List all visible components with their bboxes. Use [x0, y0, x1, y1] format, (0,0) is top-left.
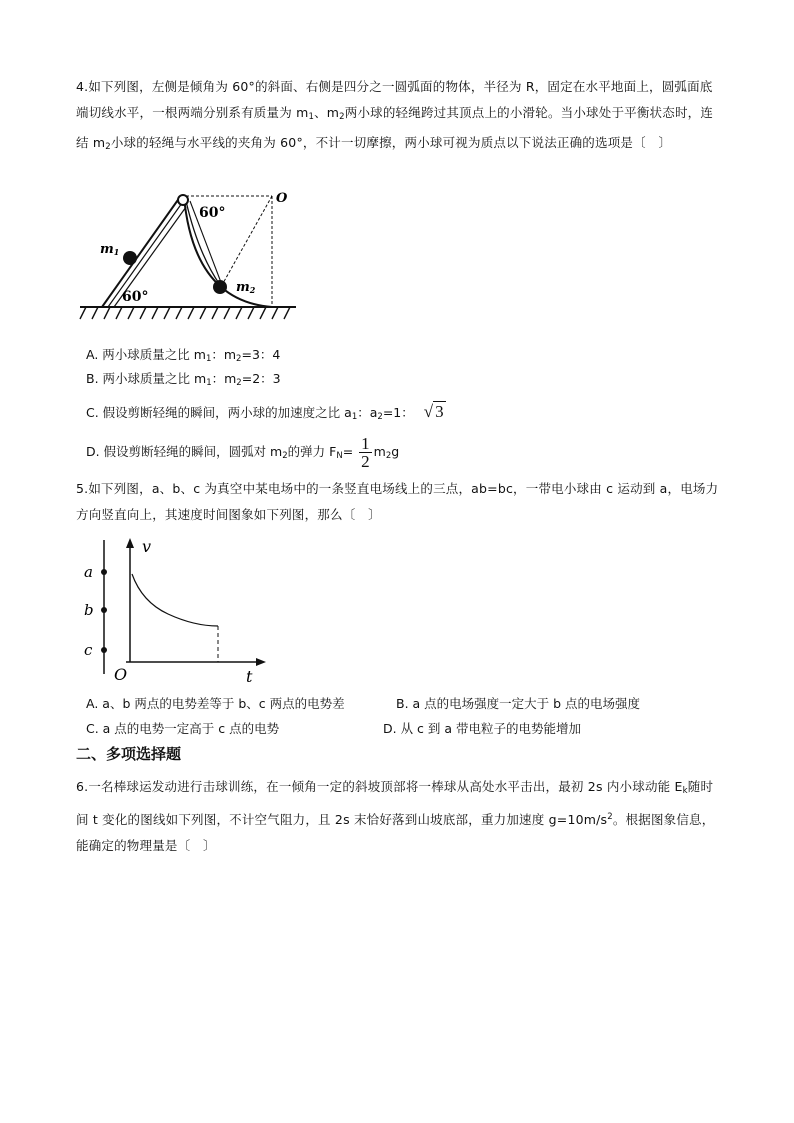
question-4-figure	[76, 183, 306, 325]
label-a: a	[84, 563, 93, 581]
label-b: b	[84, 601, 94, 619]
velocity-curve	[132, 574, 218, 626]
sqrt-symbol: √ 3	[423, 402, 444, 421]
question-6-text: 6.一名棒球运发动进行击球训练，在一倾角一定的斜坡顶部将一棒球从高处水平击出，最初 2s 内小球动能 $E_k$随时间 t 变化的图线如下列图，不计空气阻力，且 2s 末恰好落到山坡底部，重力加速度 $g=10m/s^2$。根据图象信息，能确定的物理量是〔 〕	[76, 779, 715, 853]
label-m1: m1	[100, 242, 120, 257]
label-o: O	[276, 191, 288, 206]
q5-option-d: D. 从 c 到 a 带电粒子的电势能增加	[383, 721, 581, 736]
q4-option-a: A. 两小球质量之比 $m_1$：$m_2=3$：4	[86, 347, 281, 364]
ball-m1	[123, 251, 137, 265]
q4-option-c: C. 假设剪断轻绳的瞬间，两小球的加速度之比 $a_1$：$a_2=1$： √ 3	[86, 402, 444, 422]
pulley	[178, 195, 188, 205]
fraction-one-half: $\frac{1}{2}$	[361, 434, 370, 471]
q4-option-d: D. 假设剪断轻绳的瞬间，圆弧对 $m_2$的弹力 $F_N=$ $\frac{1}{2}$ $m_2g$	[86, 434, 400, 471]
arc-surface	[184, 197, 272, 307]
question-4-text: 4.如下列图，左侧是倾角为 60°的斜面、右侧是四分之一圆弧面的物体，半径为 R，固定在水平地面上，圆弧面底端切线水平，一根两端分别系有质量为 $m_1$、$m_2$两小球的轻绳跨过其顶点上的小滑轮。当小球处于平衡状态时，连结 $m_2$小球的轻绳与水平线的夹角为 60°，不计一切摩擦，两小球可视为质点以下说法正确的选项是〔 〕	[76, 79, 714, 152]
point-a	[101, 569, 107, 575]
dashed-radius	[222, 196, 272, 285]
q5-option-a: A. a、b 两点的电势差等于 b、c 两点的电势差	[86, 696, 345, 711]
label-angle-top: 60°	[199, 205, 226, 221]
q4-option-b: B. 两小球质量之比 $m_1$：$m_2=2$：3	[86, 371, 281, 388]
point-b	[101, 607, 107, 613]
ground-hatching	[80, 307, 290, 319]
ball-m2	[213, 280, 227, 294]
label-v: v	[142, 537, 152, 556]
question-5-text: 5.如下列图，a、b、c 为真空中某电场中的一条竖直电场线上的三点，ab=bc，一带电小球由 c 运动到 a，电场力方向竖直向上，其速度时间图象如下列图，那么〔 〕	[76, 481, 719, 522]
t-axis-arrow	[256, 658, 266, 666]
label-origin: O	[114, 665, 128, 684]
point-c	[101, 647, 107, 653]
v-axis-arrow	[126, 538, 134, 548]
section-2-title: 二、多项选择题	[76, 745, 182, 763]
label-angle-bottom: 60°	[122, 289, 149, 305]
q5-option-b: B. a 点的电场强度一定大于 b 点的电场强度	[396, 696, 641, 711]
q5-option-c: C. a 点的电势一定高于 c 点的电势	[86, 721, 280, 736]
label-t: t	[246, 667, 253, 686]
question-5-figure	[76, 536, 272, 686]
label-m2: m2	[236, 280, 256, 295]
label-c: c	[84, 641, 93, 659]
